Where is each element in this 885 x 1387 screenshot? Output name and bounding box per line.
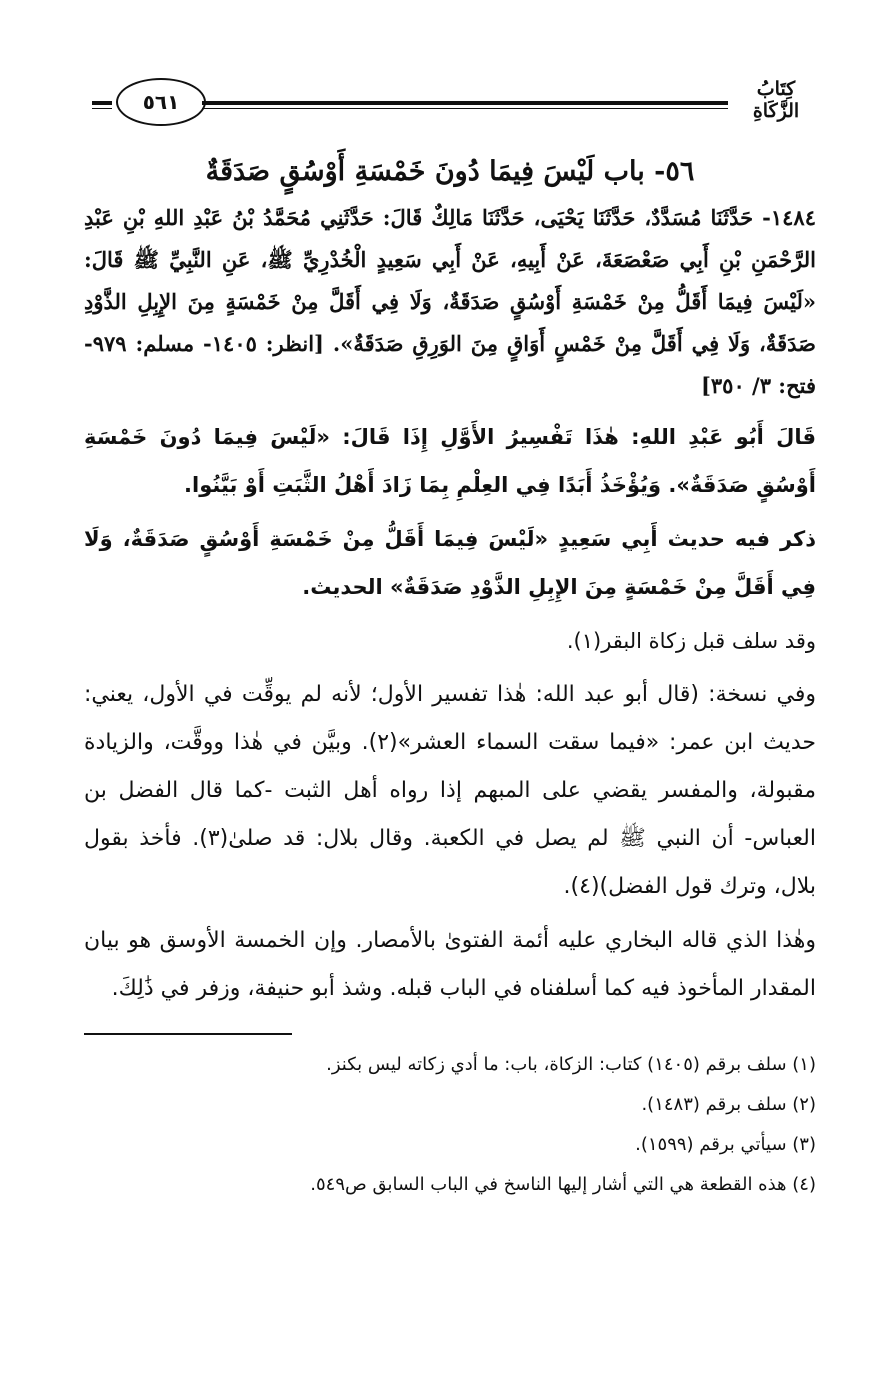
page-number: ٥٦١ bbox=[116, 78, 206, 126]
footnote: (١) سلف برقم (١٤٠٥) كتاب: الزكاة، باب: ما أدي زكاته ليس بكنز. bbox=[326, 1054, 816, 1075]
hadith-text: ١٤٨٤- حَدَّثَنَا مُسَدَّدٌ، حَدَّثَنَا يَحْيَى، حَدَّثَنَا مَالِكٌ قَالَ: حَدَّثَنِي مُحَمَّدُ بْنُ عَبْدِ اللهِ بْنِ عَبْدِ الرَّحْمَنِ بْنِ أَبِي صَعْصَعَةَ، عَنْ أَبِيهِ، عَنْ أَبِي سَعِيدٍ الْخُدْرِيِّ ﷺ، عَنِ النَّبِيِّ ﷺ قَالَ: «لَيْسَ فِيمَا أَقَلُّ مِنْ خَمْسَةِ أَوْسُقٍ صَدَقَةٌ، وَلَا فِي أَقَلَّ مِنْ خَمْسَةٍ مِنَ الإِبِلِ الذَّوْدِ صَدَقَةٌ، وَلَا فِي أَقَلَّ مِنْ خَمْسٍ أَوَاقٍ مِنَ الوَرِقِ صَدَقَةٌ». [انظر: ١٤٠٥- مسلم: ٩٧٩- فتح: ٣/ ٣٥٠] bbox=[84, 205, 816, 398]
commentary-paragraph: ذكر فيه حديث أَبِي سَعِيدٍ «لَيْسَ فِيمَا أَقَلُّ مِنْ خَمْسَةِ أَوْسُقٍ صَدَقَةٌ، وَلَا فِي أَقَلَّ مِنْ خَمْسَةٍ مِنَ الإِبِلِ الذَّوْدِ صَدَقَةٌ» الحديث. bbox=[84, 527, 816, 599]
running-header bbox=[92, 72, 820, 130]
footnote: (٤) هذه القطعة هي التي أشار إليها الناسخ في الباب السابق ص٥٤٩. bbox=[310, 1174, 816, 1195]
running-title: كِتَابُ الزَّكَاةِ bbox=[752, 78, 800, 122]
footnote: (٢) سلف برقم (١٤٨٣). bbox=[641, 1094, 816, 1115]
commentary-paragraph: وهٰذا الذي قاله البخاري عليه أئمة الفتوىٰ بالأمصار. وإن الخمسة الأوسق هو بيان المقدار المأخوذ فيه كما أسلفناه في الباب قبله. وشذ أبو حنيفة، وزفر في ذَٰلِكَ. bbox=[84, 928, 816, 1001]
header-rule bbox=[202, 101, 728, 105]
header-rule-left bbox=[92, 101, 112, 105]
footnote: (٣) سيأتي برقم (١٥٩٩). bbox=[635, 1134, 816, 1155]
chapter-heading: ٥٦- باب لَيْسَ فِيمَا دُونَ خَمْسَةِ أَوْسُقٍ صَدَقَةٌ bbox=[205, 156, 695, 187]
footnote-separator bbox=[84, 1033, 292, 1035]
page-body bbox=[84, 150, 816, 1205]
commentary-paragraph: وفي نسخة: (قال أبو عبد الله: هٰذا تفسير الأول؛ لأنه لم يوقِّت في الأول، يعني: حديث ابن عمر: «فيما سقت السماء العشر»(٢). وبيَّن في هٰذا ووقَّت، والزيادة مقبولة، والمفسر يقضي على المبهم إذا رواه أهل الثبت -كما قال الفضل بن العباس- أن النبي ﷺ لم يصل في الكعبة. وقال بلال: قد صلىٰ(٣). فأخذ بقول بلال، وترك قول الفضل)(٤). bbox=[84, 682, 816, 899]
commentary-paragraph: وقد سلف قبل زكاة البقر(١). bbox=[566, 629, 816, 653]
author-comment: قَالَ أَبُو عَبْدِ اللهِ: هٰذَا تَفْسِيرُ الأَوَّلِ إِذَا قَالَ: «لَيْسَ فِيمَا دُونَ خَمْسَةِ أَوْسُقٍ صَدَقَةٌ». وَيُؤْخَذُ أَبَدًا فِي العِلْمِ بِمَا زَادَ أَهْلُ الثَّبَتِ أَوْ بَيَّنُوا. bbox=[84, 425, 816, 497]
